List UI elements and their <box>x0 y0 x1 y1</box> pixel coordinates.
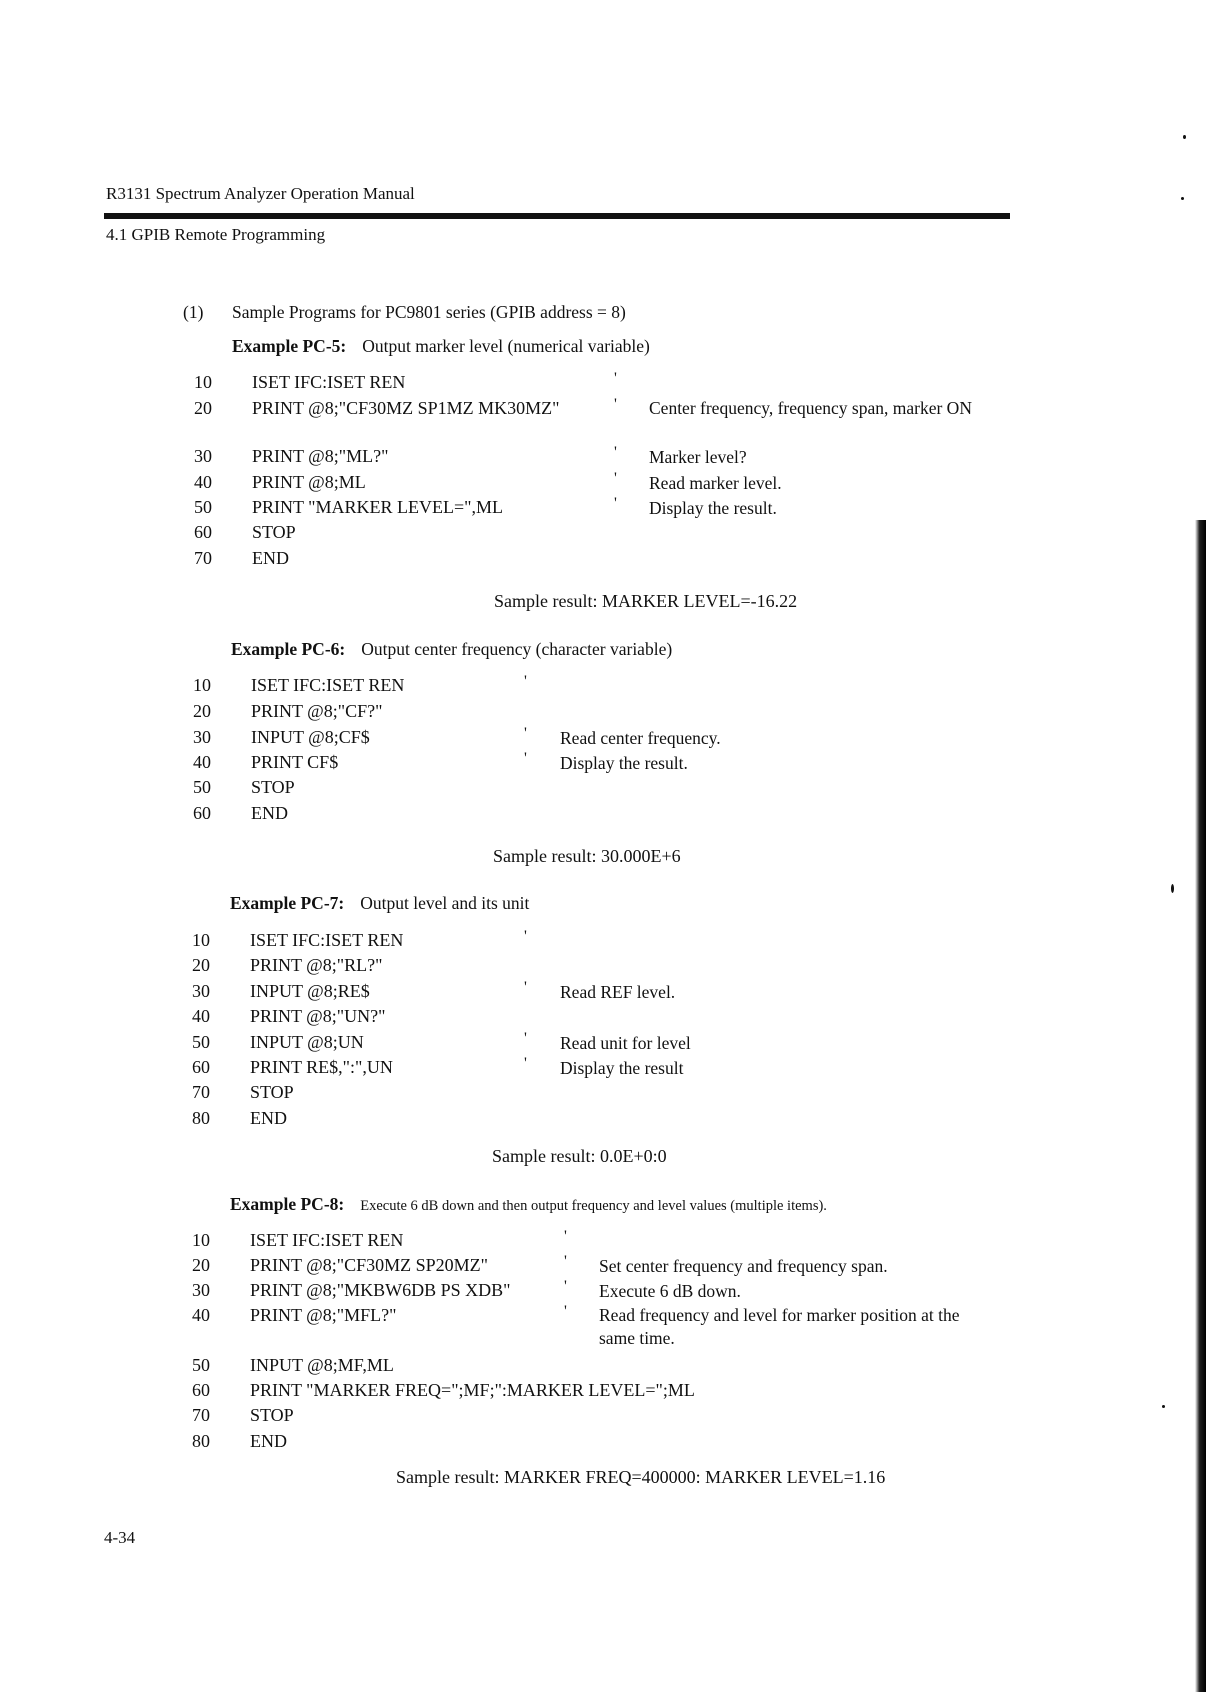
intro-text: Sample Programs for PC9801 series (GPIB address = 8) <box>232 302 626 322</box>
sample-result: Sample result: 30.000E+6 <box>493 846 681 866</box>
line-number: 80 <box>192 1108 210 1128</box>
code-line: END <box>252 548 289 568</box>
line-number: 30 <box>192 981 210 1001</box>
line-number: 60 <box>192 1380 210 1400</box>
line-number: 40 <box>194 472 212 492</box>
code-line: INPUT @8;RE$ <box>250 981 370 1001</box>
comment-marker: ' <box>524 979 527 996</box>
line-number: 70 <box>192 1082 210 1102</box>
scan-edge-shadow <box>1195 520 1206 1692</box>
code-line: END <box>251 803 288 823</box>
scan-speck <box>1162 1405 1165 1408</box>
line-number: 30 <box>192 1280 210 1300</box>
manual-title: R3131 Spectrum Analyzer Operation Manual <box>106 184 415 203</box>
code-line: PRINT @8;"ML?" <box>252 446 389 466</box>
example-label: Example PC-7: <box>230 893 345 913</box>
example-label: Example PC-6: <box>231 639 346 659</box>
comment-marker: ' <box>614 370 617 387</box>
scan-speck <box>1171 884 1174 893</box>
intro-number: (1) <box>183 302 204 322</box>
line-number: 20 <box>192 955 210 975</box>
code-line: PRINT @8;"UN?" <box>250 1006 386 1026</box>
code-comment: Center frequency, frequency span, marker ON <box>649 398 972 418</box>
code-line: PRINT @8;"CF?" <box>251 701 383 721</box>
example-title <box>231 639 672 660</box>
line-number: 50 <box>192 1032 210 1052</box>
comment-marker: ' <box>564 1228 567 1245</box>
code-line: INPUT @8;CF$ <box>251 727 370 747</box>
comment-marker: ' <box>524 1055 527 1072</box>
code-line: ISET IFC:ISET REN <box>250 1230 404 1250</box>
line-number: 10 <box>193 675 211 695</box>
code-line: PRINT CF$ <box>251 752 339 772</box>
comment-marker: ' <box>614 495 617 512</box>
line-number: 20 <box>194 398 212 418</box>
code-comment: Display the result. <box>649 498 777 518</box>
code-comment: Read unit for level <box>560 1033 691 1053</box>
example-description: Output level and its unit <box>360 893 530 913</box>
sample-result: Sample result: MARKER LEVEL=-16.22 <box>494 591 798 611</box>
line-number: 40 <box>193 752 211 772</box>
code-line: PRINT @8;"CF30MZ SP1MZ MK30MZ" <box>252 398 560 418</box>
code-comment: Display the result. <box>560 753 688 773</box>
line-number: 10 <box>192 930 210 950</box>
line-number: 20 <box>192 1255 210 1275</box>
sample-result: Sample result: 0.0E+0:0 <box>492 1146 667 1166</box>
example-title <box>230 893 529 914</box>
scan-speck <box>1183 135 1186 139</box>
code-line: PRINT @8;"MKBW6DB PS XDB" <box>250 1280 511 1300</box>
line-number: 60 <box>193 803 211 823</box>
example-description: Execute 6 dB down and then output frequency and level values (multiple items). <box>360 1198 827 1214</box>
code-line: STOP <box>251 777 295 797</box>
comment-marker: ' <box>614 470 617 487</box>
example-description: Output center frequency (character variable) <box>361 639 673 659</box>
line-number: 70 <box>192 1405 210 1425</box>
header-rule <box>104 213 1010 219</box>
code-line: STOP <box>252 522 296 542</box>
example-title <box>230 1194 827 1215</box>
code-line: END <box>250 1108 287 1128</box>
code-line: PRINT @8;ML <box>252 472 366 492</box>
code-comment: Read REF level. <box>560 982 676 1002</box>
sample-result: Sample result: MARKER FREQ=400000: MARKER LEVEL=1.16 <box>396 1467 886 1487</box>
code-line: ISET IFC:ISET REN <box>251 675 405 695</box>
line-number: 60 <box>192 1057 210 1077</box>
code-line: PRINT RE$,":",UN <box>250 1057 393 1077</box>
comment-marker: ' <box>524 673 527 690</box>
line-number: 30 <box>193 727 211 747</box>
code-line: END <box>250 1431 287 1451</box>
line-number: 10 <box>194 372 212 392</box>
example-title <box>232 336 650 357</box>
line-number: 30 <box>194 446 212 466</box>
page-number: 4-34 <box>104 1528 136 1547</box>
comment-marker: ' <box>524 1030 527 1047</box>
code-comment: Read frequency and level for marker position at the same time. <box>599 1305 960 1348</box>
code-line: PRINT @8;"RL?" <box>250 955 383 975</box>
code-line: PRINT @8;"MFL?" <box>250 1305 397 1325</box>
comment-marker: ' <box>614 444 617 461</box>
code-line: PRINT "MARKER LEVEL=",ML <box>252 497 504 517</box>
line-number: 20 <box>193 701 211 721</box>
scan-speck <box>1181 197 1184 200</box>
code-comment: Display the result <box>560 1058 684 1078</box>
line-number: 40 <box>192 1006 210 1026</box>
example-label: Example PC-8: <box>230 1194 345 1214</box>
code-line: STOP <box>250 1405 294 1425</box>
line-number: 40 <box>192 1305 210 1325</box>
comment-marker: ' <box>524 928 527 945</box>
comment-marker: ' <box>614 396 617 413</box>
code-comment: Read marker level. <box>649 473 782 493</box>
code-comment: Marker level? <box>649 447 747 467</box>
comment-marker: ' <box>564 1278 567 1295</box>
code-line: INPUT @8;UN <box>250 1032 364 1052</box>
code-line: PRINT "MARKER FREQ=";MF;":MARKER LEVEL=";ML <box>250 1380 695 1400</box>
line-number: 10 <box>192 1230 210 1250</box>
line-number: 70 <box>194 548 212 568</box>
line-number: 80 <box>192 1431 210 1451</box>
section-title: 4.1 GPIB Remote Programming <box>106 225 326 244</box>
example-label: Example PC-5: <box>232 336 347 356</box>
example-description: Output marker level (numerical variable) <box>362 336 650 356</box>
code-comment: Read center frequency. <box>560 728 721 748</box>
code-line: PRINT @8;"CF30MZ SP20MZ" <box>250 1255 488 1275</box>
line-number: 60 <box>194 522 212 542</box>
line-number: 50 <box>192 1355 210 1375</box>
line-number: 50 <box>193 777 211 797</box>
code-line: ISET IFC:ISET REN <box>252 372 406 392</box>
comment-marker: ' <box>524 725 527 742</box>
code-comment: Execute 6 dB down. <box>599 1281 741 1301</box>
code-comment: Set center frequency and frequency span. <box>599 1256 888 1276</box>
comment-marker: ' <box>524 750 527 767</box>
code-line: INPUT @8;MF,ML <box>250 1355 394 1375</box>
code-line: STOP <box>250 1082 294 1102</box>
comment-marker: ' <box>564 1303 567 1320</box>
code-line: ISET IFC:ISET REN <box>250 930 404 950</box>
comment-marker: ' <box>564 1253 567 1270</box>
line-number: 50 <box>194 497 212 517</box>
